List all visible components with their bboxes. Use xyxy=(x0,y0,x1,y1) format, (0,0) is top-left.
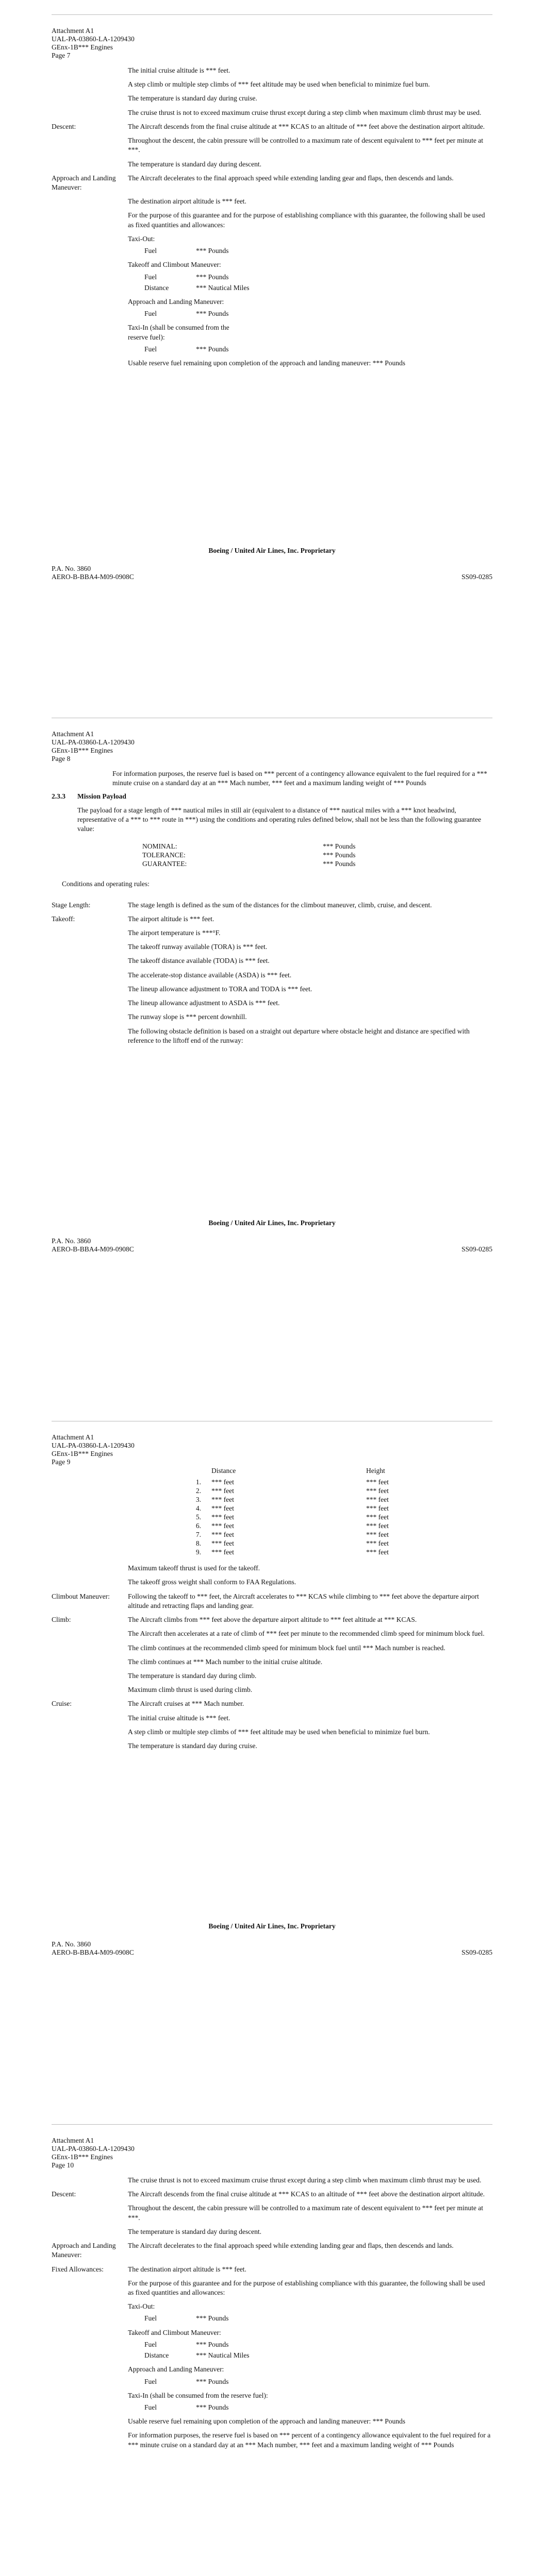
page-body: For information purposes, the reserve fuel is based on *** percent of a contingency allowance equivalent to the fuel required for a *** minute cruise on a standard day at an *** Mach number, *** feet and a maximum landing weight of *** Pounds 2.3.3 Mission Payload The payload for a stage length of *** nautical miles in still air (equivalent to a distance of *** nautical miles with a *** knot headwind, representative of a *** to *** route in ***) using the conditions and operating rules defined below, shall not be less than the following guarantee value: NOMINAL: *** Pounds TOLERANCE: *** Pounds GUARANTEE: *** Pounds Conditions and operating rules: Stage Length: The stage length is defined as the sum of the distances for the climbout maneuver, climb, cruise, and descent. Takeoff: The airport altitude is *** feet. The airport temperature is ***°F. The takeoff runway available (TORA) is *** feet. The takeoff distance available (TODA) is *** feet. The accelerate-stop distance available (ASDA) is *** feet. The lineup allowance adjustment to TORA and TODA is *** feet. The lineup allowance adjustment to ASDA is *** feet. The runway slope is *** percent downhill. The following obstacle definition is based on a straight out departure where obstacle height and distance are specified with reference to the liftoff end of the runway: xyxy=(52,769,492,1050)
table-row: 2. *** feet *** feet xyxy=(195,1487,389,1495)
reserve-fuel-note: For information purposes, the reserve fuel is based on *** percent of a contingency allowance equivalent to the fuel required for a *** minute cruise on a standard day at an *** Mach number, *** feet and a maximum landing weight of *** Pounds xyxy=(112,770,487,787)
taxi-in-fuel: Fuel *** Pounds xyxy=(144,345,229,353)
table-row: 1. *** feet *** feet xyxy=(195,1478,389,1486)
takeoff-section: Takeoff: The airport altitude is *** feet. xyxy=(52,914,215,923)
page-number: Page 9 xyxy=(52,1458,71,1466)
section-heading xyxy=(52,792,492,801)
takeoff-fuel: Fuel *** Pounds xyxy=(144,2340,229,2348)
page-footer: Boeing / United Air Lines, Inc. Proprietary P.A. No. 3860 AERO-B-BBA4-M09-0908C SS09-0285 xyxy=(52,1219,492,1253)
height-column-header: Height xyxy=(366,1467,385,1475)
takeoff-distance: Distance *** Nautical Miles xyxy=(144,2351,250,2360)
approach-fuel: Fuel *** Pounds xyxy=(144,310,229,318)
page-header: Attachment A1 UAL-PA-03860-LA-1209430 GEnx-1B*** Engines Page 9 xyxy=(52,1433,135,1466)
cruise-text: The initial cruise altitude is *** feet. A step climb or multiple step climbs of *** feet altitude may be used when beneficial to minimize fuel burn. The temperature is standard day during cruise. The cruise thrust is not to exceed maximum cruise thrust except during a step climb when maximum climb thrust may be used. xyxy=(128,66,482,116)
taxi-out-label: Taxi-Out: xyxy=(128,234,155,243)
usable-reserve: Usable reserve fuel remaining upon completion of the approach and landing maneuver: *** Pounds xyxy=(128,359,405,367)
page-header: Attachment A1 UAL-PA-03860-LA-1209430 GEnx-1B*** Engines Page 8 xyxy=(52,730,135,762)
pa-number: P.A. No. 3860 xyxy=(52,565,91,573)
page-body: The initial cruise altitude is *** feet. A step climb or multiple step climbs of *** feet altitude may be used when beneficial to minimize fuel burn. The temperature is standard day during cruise. The cruise thrust is not to exceed maximum cruise thrust except during a step climb when maximum climb thrust may be used. Descent: The Aircraft descends from the final cruise altitude at *** KCAS to an altitude of *** feet above the destination airport altitude. Throughout the descent, the cabin pressure will be controlled to a maximum rate of descent equivalent to *** feet per minute at ***. The temperature is standard day during descent. Approach and Landing Maneuver: The Aircraft decelerates to the final approach speed while extending landing gear and flaps, then descends and lands. The destination airport altitude is *** feet. For the purpose of this guarantee and for the purpose of establishing compliance with this guarantee, the following shall be used as fixed quantities and allowances: Taxi-Out: Fuel *** Pounds Takeoff and Climbout Maneuver: Fuel *** Pounds Distance *** Nautical Miles Approach and Landing Maneuver: Fuel *** Pounds Taxi-In (shall be consumed from the reserve fuel): Fuel *** Pounds Usable reserve fuel remaining upon completion of the approach and landing maneuver: *** Pounds xyxy=(52,66,492,368)
aero-code: AERO-B-BBA4-M09-0908C xyxy=(52,573,134,581)
cruise-section: Cruise: The Aircraft cruises at *** Mach number. xyxy=(52,1700,244,1708)
page-number: Page 7 xyxy=(52,52,71,59)
page-header: Attachment A1 UAL-PA-03860-LA-1209430 GEnx-1B*** Engines Page 10 xyxy=(52,2137,135,2169)
climbout-section: Climbout Maneuver: Following the takeoff to *** feet, the Aircraft accelerates to *** KCAS while climbing to *** feet above the departure airport altitude and retracting flaps and landing gear. xyxy=(52,1592,479,1609)
ss-code: SS09-0285 xyxy=(461,573,492,581)
takeoff-climbout-label: Takeoff and Climbout Maneuver: xyxy=(128,261,221,269)
table-row: 5. *** feet *** feet xyxy=(195,1513,389,1521)
table-row: 7. *** feet *** feet xyxy=(195,1531,389,1539)
attachment-label: Attachment A1 xyxy=(52,27,94,35)
table-row: 6. *** feet *** feet xyxy=(195,1522,389,1530)
top-rule xyxy=(52,2124,492,2125)
taxi-in-label: Taxi-In (shall be consumed from the reserve fuel): xyxy=(128,324,229,341)
document-page-10 xyxy=(0,2110,544,2576)
descent-label: Descent: xyxy=(52,122,76,130)
page-footer: Boeing / United Air Lines, Inc. Proprietary P.A. No. 3860 AERO-B-BBA4-M09-0908C SS09-0285 xyxy=(52,1922,492,1957)
page-number: Page 8 xyxy=(52,755,71,762)
table-row: 3. *** feet *** feet xyxy=(195,1496,389,1504)
table-row: 8. *** feet *** feet xyxy=(195,1539,389,1548)
nominal-row: NOMINAL: *** Pounds xyxy=(142,842,356,851)
fixed-allowances-section: Fixed Allowances: The destination airport altitude is *** feet. xyxy=(52,2265,246,2273)
section-number: 2.3.3 xyxy=(52,792,65,801)
taxi-out-fuel: Fuel *** Pounds xyxy=(144,247,229,255)
taxi-out-fuel: Fuel *** Pounds xyxy=(144,2314,229,2323)
document-page-9 xyxy=(0,1406,544,2110)
descent-section: Descent: The Aircraft descends from the final cruise altitude at *** KCAS to an altitude of *** feet above the destination airport altitude. xyxy=(52,122,492,131)
distance-column-header: Distance xyxy=(211,1467,236,1475)
approach-section: Approach and Landing Maneuver: The Aircraft decelerates to the final approach speed while extending landing gear and flaps, then descends and lands. xyxy=(52,174,492,192)
table-row: 9. *** feet *** feet xyxy=(195,1548,389,1556)
page-body: Distance Height 1. *** feet *** feet 2. *** feet *** feet 3. *** feet *** feet 4. *** feet *** feet 5. *** feet *** feet 6. *** feet *** feet 7. *** feet *** feet 8. *** feet *** feet 9. *** feet *** feet Maximum takeoff thrust is used for the takeoff. The takeoff gross weight shall conform to FAA Regulations. Climbout Maneuver: Following the takeoff to *** feet, the Aircraft accelerates to *** KCAS while climbing to *** feet above the departure airport altitude and retracting flaps and landing gear. Climb: The Aircraft climbs from *** feet above the departure airport altitude to *** feet altitude at *** KCAS. The Aircraft then accelerates at a rate of climb of *** feet per minute to the recommended climb speed for minimum block fuel. The climb continues at the recommended climb speed for minimum block fuel until *** Mach number is reached. The climb continues at *** Mach number to the initial cruise altitude. The temperature is standard day during climb. Maximum climb thrust is used during climb. Cruise: The Aircraft cruises at *** Mach number. The initial cruise altitude is *** feet. A step climb or multiple step climbs of *** feet altitude may be used when beneficial to minimize fuel burn. The temperature is standard day during cruise. xyxy=(52,1466,492,1755)
proprietary-notice: Boeing / United Air Lines, Inc. Proprietary xyxy=(208,547,336,554)
tolerance-row: TOLERANCE: *** Pounds xyxy=(142,851,356,859)
table-row: 4. *** feet *** feet xyxy=(195,1504,389,1513)
document-page-7 xyxy=(0,0,544,703)
approach-fuel: Fuel *** Pounds xyxy=(144,2377,229,2385)
approach-maneuver-label: Approach and Landing Maneuver: xyxy=(128,297,224,306)
page-body: The cruise thrust is not to exceed maximum cruise thrust except during a step climb when maximum climb thrust may be used. Descent: The Aircraft descends from the final cruise altitude at *** KCAS to an altitude of *** feet above the destination airport altitude. Throughout the descent, the cabin pressure will be controlled to a maximum rate of descent equivalent to *** feet per minute at ***. The temperature is standard day during descent. Approach and Landing Maneuver: The Aircraft decelerates to the final approach speed while extending landing gear and flaps, then descends and lands. Fixed Allowances: The destination airport altitude is *** feet. For the purpose of this guarantee and for the purpose of establishing compliance with this guarantee, the following shall be used as fixed quantities and allowances: Taxi-Out: Fuel *** Pounds Takeoff and Climbout Maneuver: Fuel *** Pounds Distance *** Nautical Miles Approach and Landing Maneuver: Fuel *** Pounds Taxi-In (shall be consumed from the reserve fuel): Fuel *** Pounds Usable reserve fuel remaining upon completion of the approach and landing maneuver: *** Pounds For information purposes, the reserve fuel is based on *** percent of a contingency allowance equivalent to the fuel required for a *** minute cruise on a standard day at an *** Mach number, *** feet and a maximum landing weight of *** Pounds xyxy=(52,2176,492,2454)
page-header xyxy=(52,27,135,60)
descent-section: Descent: The Aircraft descends from the final cruise altitude at *** KCAS to an altitude of *** feet above the destination airport altitude. xyxy=(52,2190,485,2198)
section-title: Mission Payload xyxy=(77,792,126,801)
stage-length-section: Stage Length: The stage length is defined as the sum of the distances for the climbout maneuver, climb, cruise, and descent. xyxy=(52,901,432,909)
obstacle-table xyxy=(191,1466,492,1556)
document-page-8 xyxy=(0,703,544,1406)
takeoff-distance: Distance *** Nautical Miles xyxy=(144,283,250,292)
top-rule xyxy=(52,14,492,15)
page-number: Page 10 xyxy=(52,2161,74,2169)
climb-section: Climb: The Aircraft climbs from *** feet above the departure airport altitude to *** feet altitude at *** KCAS. xyxy=(52,1616,417,1624)
contract-number: UAL-PA-03860-LA-1209430 xyxy=(52,35,135,43)
taxi-in-fuel: Fuel *** Pounds xyxy=(144,2403,229,2411)
table-header xyxy=(191,1466,492,1476)
page-footer xyxy=(52,546,492,581)
takeoff-fuel: Fuel *** Pounds xyxy=(144,273,229,281)
payload-paragraph: The payload for a stage length of *** nautical miles in still air (equivalent to a distance of *** nautical miles with a *** knot headwind, representative of a *** to *** route in ***) using the conditions and operating rules defined below, shall not be less than the following guarantee value: xyxy=(77,806,482,833)
conditions-heading: Conditions and operating rules: xyxy=(62,880,150,888)
approach-section: Approach and Landing Maneuver: The Aircraft decelerates to the final approach speed while extending landing gear and flaps, then descends and lands. xyxy=(52,2242,454,2259)
approach-label: Approach and Landing Maneuver: xyxy=(52,174,116,191)
engine-label: GEnx-1B*** Engines xyxy=(52,43,113,51)
guarantee-row: GUARANTEE: *** Pounds xyxy=(142,860,356,868)
